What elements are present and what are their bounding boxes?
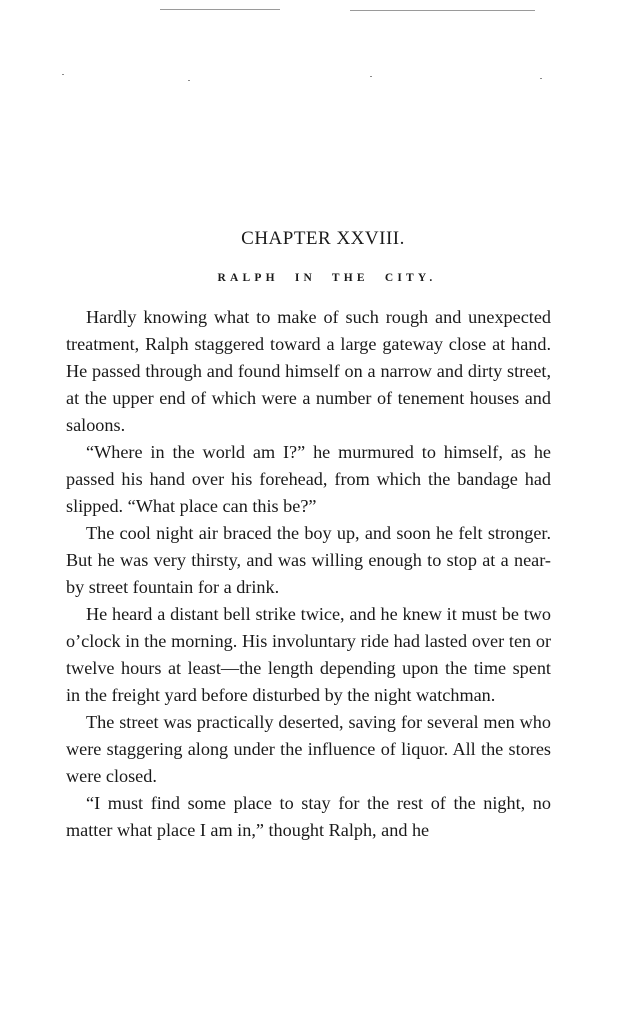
- chapter-title: CHAPTER XXVIII.: [241, 228, 405, 249]
- chapter-body: [66, 304, 551, 844]
- scan-artifact-speck: [540, 78, 542, 79]
- scan-artifact-speck: [62, 74, 64, 75]
- scan-artifact-speck: [370, 76, 372, 77]
- scan-artifact-speck: [188, 80, 190, 81]
- paragraph: Hardly knowing what to make of such rough and unexpected treatment, Ralph staggered toward a large gateway close at hand. He passed through and found himself on a narrow and dirty street, at the upper end of which were a number of tenement houses and saloons.: [66, 307, 551, 435]
- scan-artifact-line: [350, 10, 535, 11]
- chapter-subtitle: RALPH IN THE CITY.: [217, 272, 437, 284]
- scan-artifact-line: [160, 9, 280, 10]
- paragraph: The cool night air braced the boy up, and soon he felt stronger. But he was very thirsty, and was willing enough to stop at a near-by street fountain for a drink.: [66, 523, 551, 597]
- paragraph: “Where in the world am I?” he murmured to himself, as he passed his hand over his forehead, from which the bandage had slipped. “What place can this be?”: [66, 442, 551, 516]
- paragraph: The street was practically deserted, saving for several men who were staggering along under the influence of liquor. All the stores were closed.: [66, 712, 551, 786]
- paragraph: He heard a distant bell strike twice, and he knew it must be two o’clock in the morning. His involuntary ride had lasted over ten or twelve hours at least—the length depending upon the time spent in the freight yard before disturbed by the night watchman.: [66, 604, 551, 705]
- paragraph: “I must find some place to stay for the rest of the night, no matter what place I am in,” thought Ralph, and he: [66, 793, 551, 840]
